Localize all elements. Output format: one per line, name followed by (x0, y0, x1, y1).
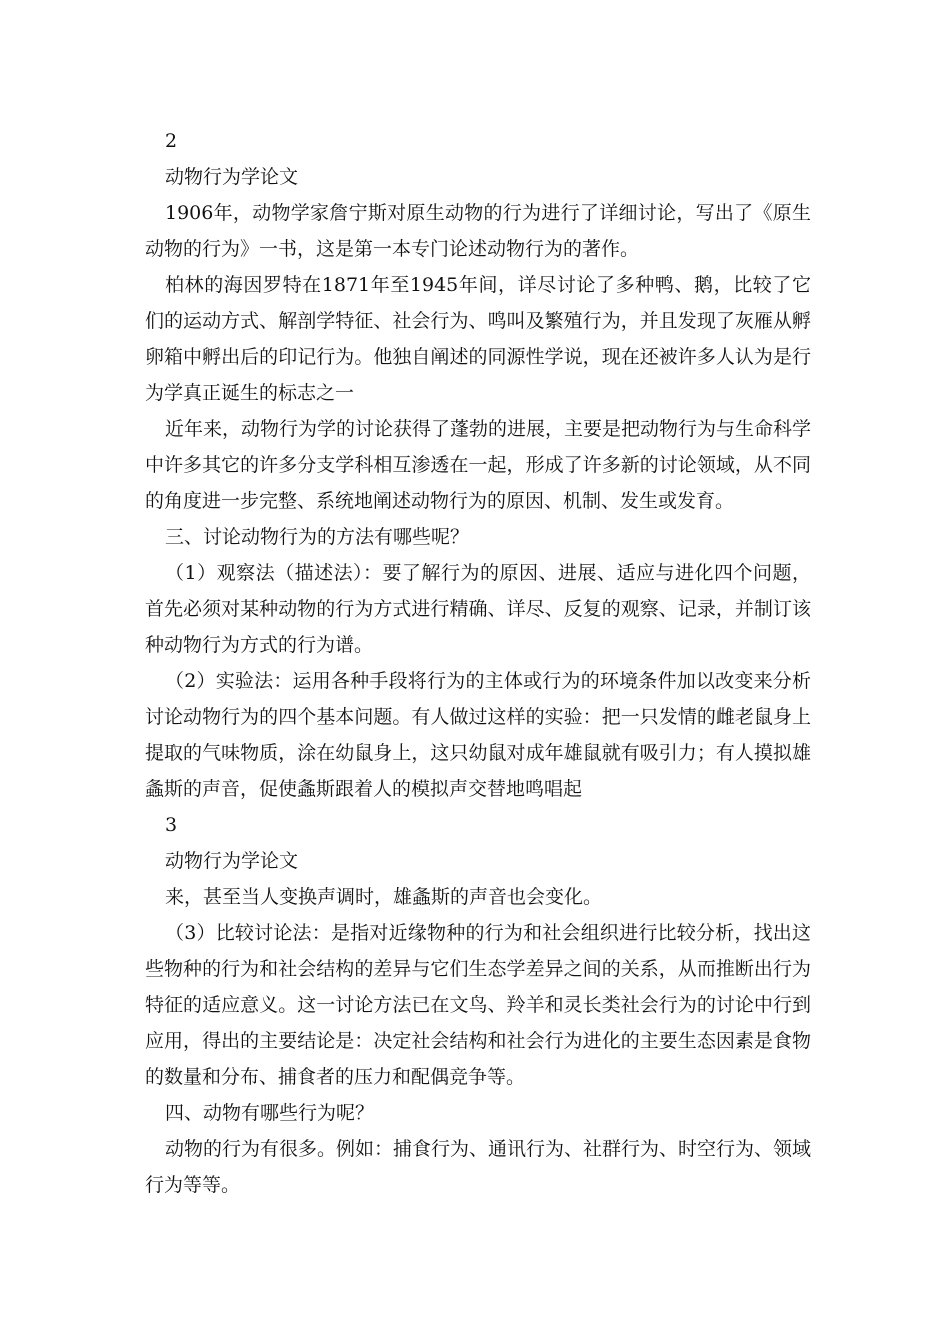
paragraph-observation-method: （1）观察法（描述法）：要了解行为的原因、进展、适应与进化四个问题，首先必须对某种动物的行为方式进行精确、详尽、反复的观察、记录，并制订该种动物行为方式的行为谱。 (145, 562, 811, 656)
paragraph-heinroth: 柏林的海因罗特在1871年至1945年间，详尽讨论了多种鸭、鹅，比较了它们的运动方式、解剖学特征、社会行为、鸣叫及繁殖行为，并且发现了灰雁从孵卵箱中孵出后的印记行为。他独自阐述的同源性学说，现在还被许多人认为是行为学真正诞生的标志之一 (145, 274, 811, 404)
paragraph-jennings: 1906年，动物学家詹宁斯对原生动物的行为进行了详细讨论，写出了《原生动物的行为》一书，这是第一本专门论述动物行为的著作。 (145, 202, 811, 260)
section-heading-behaviors: 四、动物有哪些行为呢？ (165, 1102, 375, 1124)
paragraph-continuation: 来，甚至当人变换声调时，雄螽斯的声音也会变化。 (165, 886, 603, 908)
section-heading-methods: 三、讨论动物行为的方法有哪些呢？ (165, 526, 470, 548)
paragraph-experiment-method: （2）实验法：运用各种手段将行为的主体或行为的环境条件加以改变来分析讨论动物行为的四个基本问题。有人做过这样的实验：把一只发情的雌老鼠身上提取的气味物质，涂在幼鼠身上，这只幼鼠对成年雄鼠就有吸引力；有人摸拟雄螽斯的声音，促使螽斯跟着人的模拟声交替地鸣唱起 (145, 670, 811, 800)
running-header: 动物行为学论文 (165, 166, 299, 188)
page-number: 3 (165, 814, 178, 836)
paragraph-comparative-method: （3）比较讨论法：是指对近缘物种的行为和社会组织进行比较分析，找出这些物种的行为和社会结构的差异与它们生态学差异之间的关系，从而推断出行为特征的适应意义。这一讨论方法已在文鸟、羚羊和灵长类社会行为的讨论中行到应用，得出的主要结论是：决定社会结构和社会行为进化的主要生态因素是食物的数量和分布、捕食者的压力和配偶竞争等。 (145, 922, 811, 1088)
paragraph-recent-progress: 近年来，动物行为学的讨论获得了蓬勃的进展，主要是把动物行为与生命科学中许多其它的许多分支学科相互渗透在一起，形成了许多新的讨论领域，从不同的角度进一步完整、系统地阐述动物行为的原因、机制、发生或发育。 (145, 418, 812, 512)
page-number: 2 (165, 130, 178, 152)
running-header: 动物行为学论文 (165, 850, 299, 872)
paragraph-behavior-types: 动物的行为有很多。例如：捕食行为、通讯行为、社群行为、时空行为、领域行为等等。 (145, 1138, 812, 1196)
document-body (145, 123, 811, 1203)
